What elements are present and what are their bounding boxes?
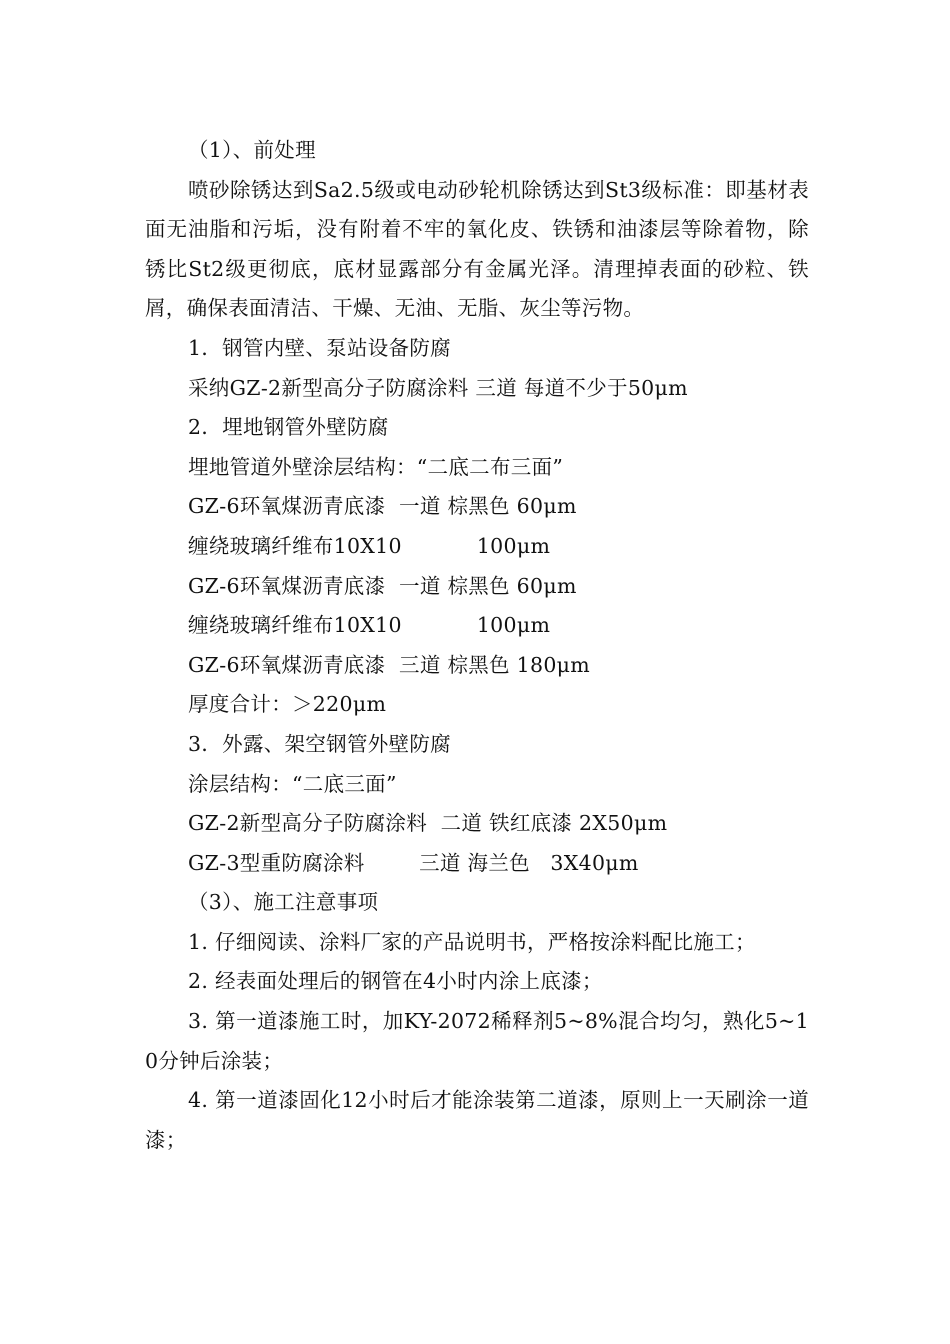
- item-heading-buried-outer-wall: 2．埋地钢管外壁防腐: [188, 415, 389, 440]
- coating-layer-3: GZ-6环氧煤沥青底漆 一道 棕黑色 60μm: [188, 573, 577, 598]
- coating-layer-5: GZ-6环氧煤沥青底漆 三道 棕黑色 180μm: [188, 652, 591, 677]
- coating-layer-2: 缠绕玻璃纤维布10X10 100μm: [188, 533, 551, 558]
- thickness-total: 厚度合计：＞220μm: [188, 692, 387, 717]
- item-heading-inner-wall: 1．钢管内壁、泵站设备防腐: [188, 335, 451, 360]
- section-heading-pretreatment: （1）、前处理: [188, 138, 316, 162]
- exposed-coating-layer-1: GZ-2新型高分子防腐涂料 二道 铁红底漆 2X50μm: [188, 811, 668, 836]
- precaution-3: 3. 第一道漆施工时，加KY-2072稀释剂5~8%混合均匀，熟化5~10分钟后涂装；: [145, 1009, 809, 1073]
- paragraph-pretreatment: 喷砂除锈达到Sa2.5级或电动砂轮机除锈达到St3级标准：即基材表面无油脂和污垢，没有附着不牢的氧化皮、铁锈和油漆层等除着物，除锈比St2级更彻底，底材显露部分有金属光泽。清理掉表面的砂粒、铁屑，确保表面清洁、干燥、无油、无脂、灰尘等污物。: [145, 177, 809, 321]
- precaution-4: 4. 第一道漆固化12小时后才能涂装第二道漆，原则上一天刷涂一道漆；: [145, 1088, 809, 1152]
- exposed-coating-layer-2: GZ-3型重防腐涂料 三道 海兰色 3X40μm: [188, 850, 639, 875]
- precaution-1: 1. 仔细阅读、涂料厂家的产品说明书，严格按涂料配比施工；: [188, 929, 756, 954]
- precaution-2: 2. 经表面处理后的钢管在4小时内涂上底漆；: [188, 969, 603, 994]
- item-heading-exposed-outer-wall: 3．外露、架空钢管外壁防腐: [188, 731, 451, 756]
- paragraph-buried-structure: 埋地管道外壁涂层结构：“二底二布三面”: [188, 454, 564, 479]
- section-heading-precautions: （3）、施工注意事项: [188, 890, 379, 915]
- paragraph-inner-wall: 采纳GZ-2新型高分子防腐涂料 三道 每道不少于50μm: [188, 375, 688, 400]
- coating-layer-4: 缠绕玻璃纤维布10X10 100μm: [188, 613, 551, 638]
- paragraph-exposed-structure: 涂层结构：“二底三面”: [188, 771, 397, 796]
- coating-layer-1: GZ-6环氧煤沥青底漆 一道 棕黑色 60μm: [188, 494, 577, 519]
- document-body: [145, 131, 809, 1160]
